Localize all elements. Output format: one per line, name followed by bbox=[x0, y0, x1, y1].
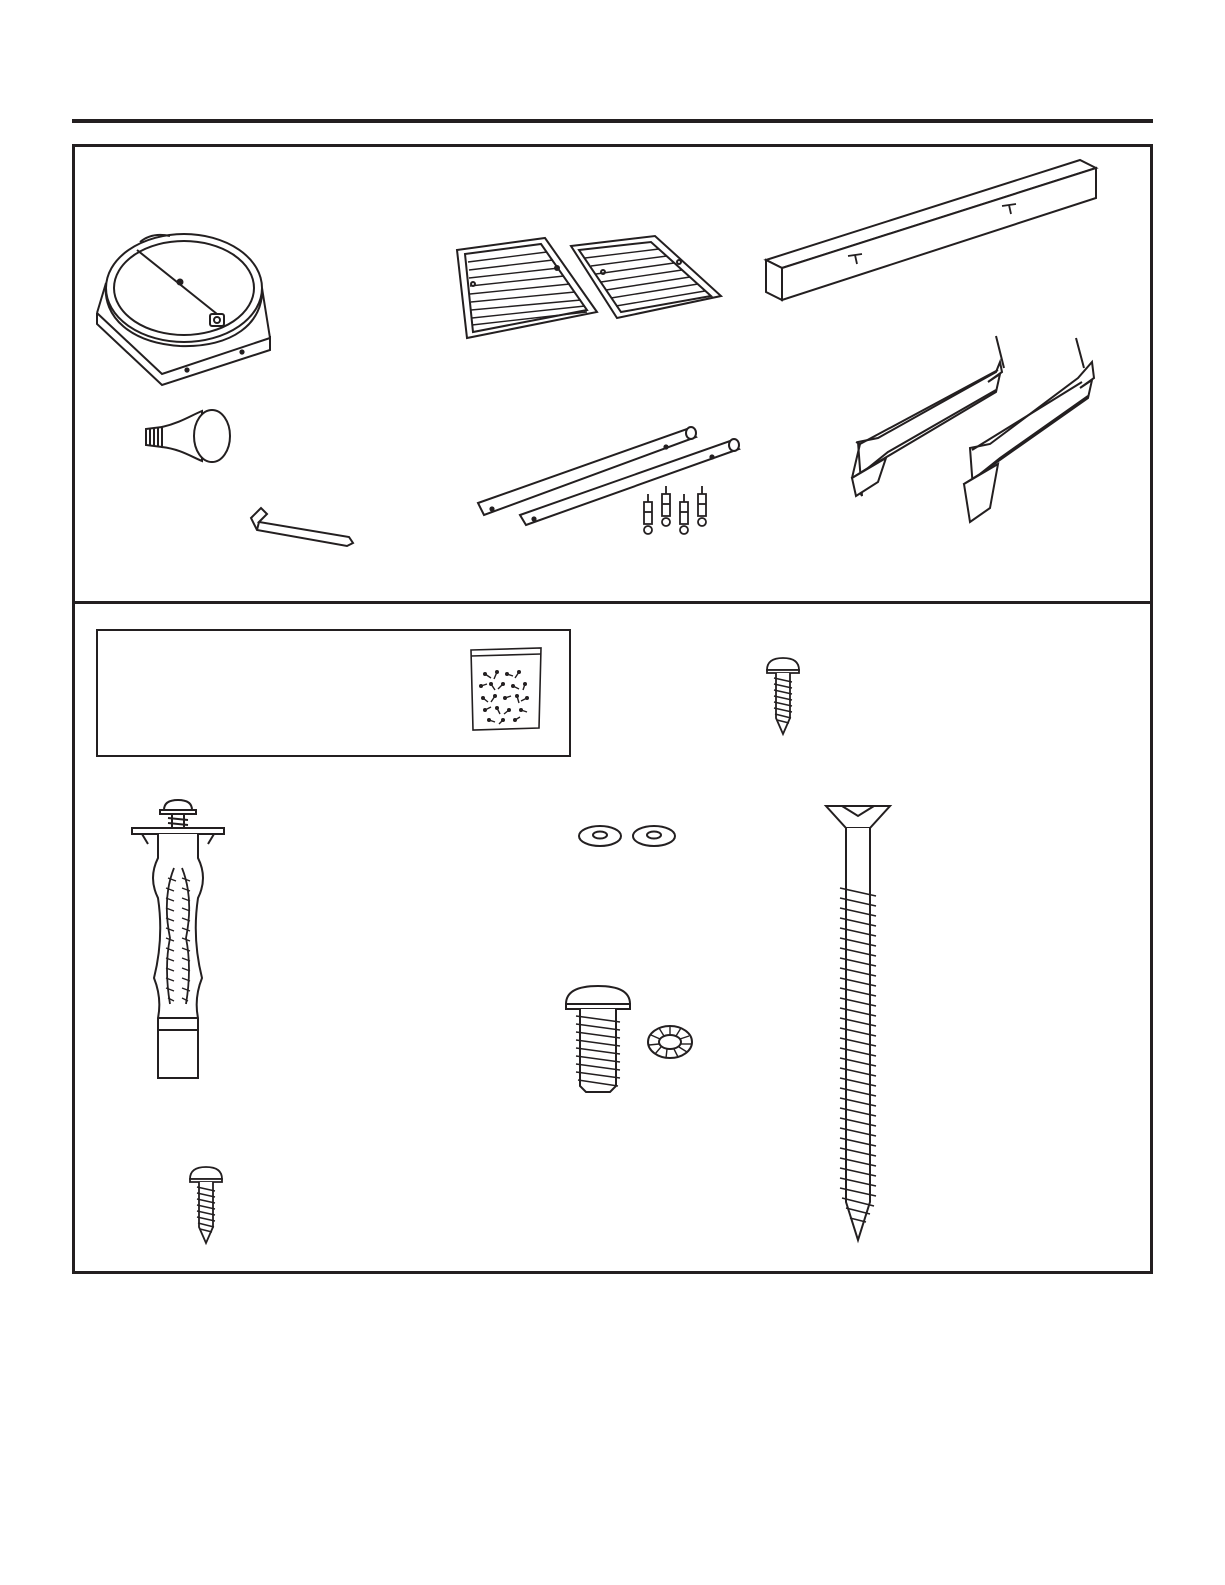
channel-brackets-icon bbox=[848, 332, 1098, 528]
rod-pins-icon bbox=[640, 484, 720, 542]
header-rule bbox=[72, 119, 1153, 123]
hex-key-icon bbox=[245, 500, 360, 548]
bulb-icon bbox=[140, 405, 235, 467]
hardware-bag-icon bbox=[467, 644, 545, 732]
wood-screw-icon bbox=[822, 802, 894, 1242]
hollow-wall-anchor-icon bbox=[128, 798, 228, 1088]
lock-washer-icon bbox=[645, 1022, 695, 1062]
washers-icon bbox=[576, 822, 680, 850]
grease-filters-icon bbox=[453, 232, 728, 344]
mounting-bracket-icon bbox=[762, 156, 1102, 306]
small-screw-icon bbox=[187, 1165, 225, 1245]
damper-icon bbox=[92, 228, 277, 388]
machine-screw-icon bbox=[562, 984, 634, 1096]
pan-head-screw-icon bbox=[764, 656, 802, 736]
